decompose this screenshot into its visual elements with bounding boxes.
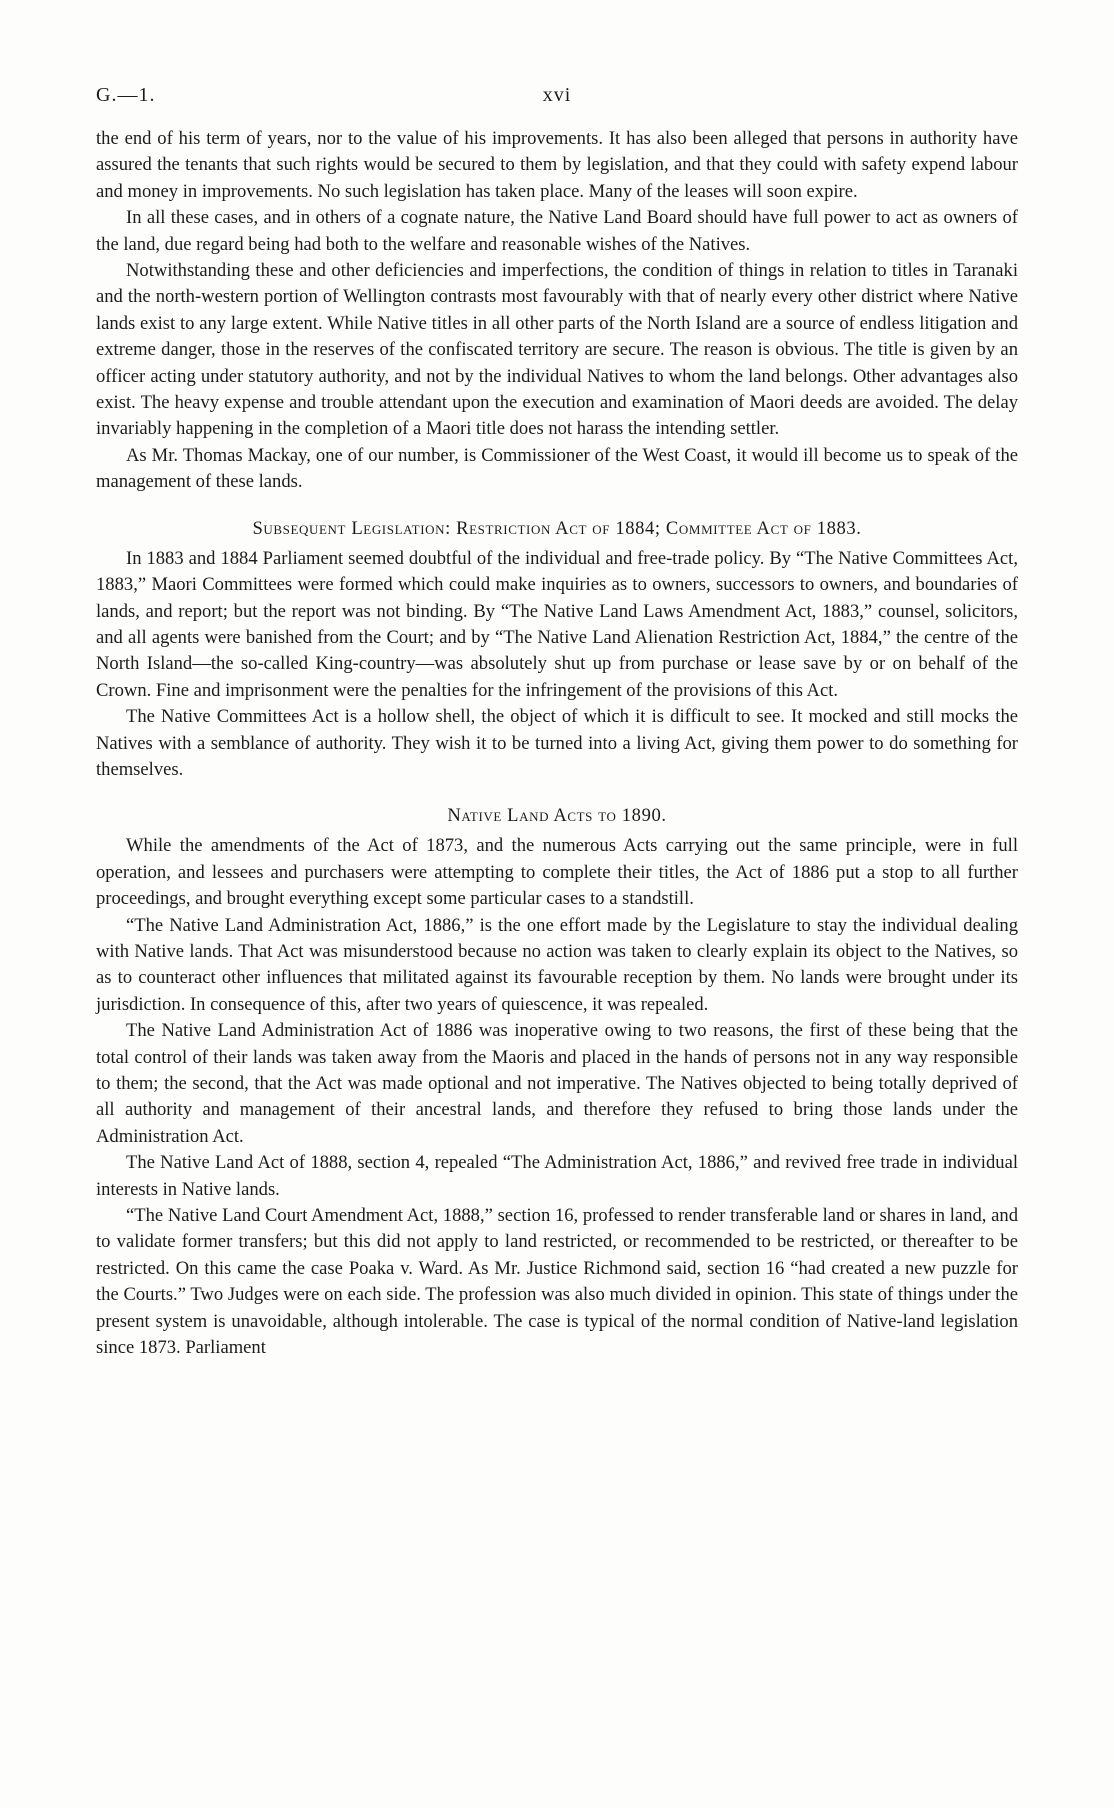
- paragraph: The Native Land Act of 1888, section 4, repealed “The Administration Act, 1886,” and revived free trade in individual interests in Native lands.: [96, 1152, 1018, 1200]
- paragraph: In all these cases, and in others of a cognate nature, the Native Land Board should have full power to act as owners of the land, due regard being had both to the welfare and reasonable wishes of the Natives.: [96, 207, 1018, 255]
- page-header: [96, 84, 1018, 124]
- paragraph: The Native Committees Act is a hollow shell, the object of which it is difficult to see. It mocked and still mocks the Natives with a semblance of authority. They wish it to be turned into a living Act, giving them power to do something for themselves.: [96, 706, 1018, 780]
- paragraph: As Mr. Thomas Mackay, one of our number, is Commissioner of the West Coast, it would ill become us to speak of the management of these lands.: [96, 444, 1018, 493]
- section-heading: Subsequent Legislation: Restriction Act of 1884; Committee Act of 1883.: [252, 517, 862, 539]
- page-number: xvi: [542, 84, 572, 106]
- paragraph: Notwithstanding these and other deficiencies and imperfections, the condition of things in relation to titles in Taranaki and the north-western portion of Wellington contrasts most favourably with that of nearly every other district where Native lands exist to any large extent. While Native titles in all other parts of the North Island are a source of endless litigation and extreme danger, those in the reserves of the confiscated territory are secure. The reason is obvious. The title is given by an officer acting under statutory authority, and not by the individual Natives to whom the land belongs. Other advantages also exist. The heavy expense and trouble attendant upon the execution and examination of Maori deeds are avoided. The delay invariably happening in the completion of a Maori title does not harass the intending settler.: [96, 260, 1018, 440]
- paragraph: While the amendments of the Act of 1873, and the numerous Acts carrying out the same principle, were in full operation, and lessees and purchasers were attempting to complete their titles, the Act of 1886 put a stop to all further proceedings, and brought everything except some particular cases to a standstill.: [96, 835, 1018, 910]
- paragraph: the end of his term of years, nor to the value of his improvements. It has also been alleged that persons in authority have assured the tenants that such rights would be secured to them by legislation, and that they could with safety expend labour and money in improvements. No such legislation has taken place. Many of the leases will soon expire.: [96, 128, 1018, 202]
- paragraph: “The Native Land Court Amendment Act, 1888,” section 16, professed to render transferable land or shares in land, and to validate former transfers; but this did not apply to land restricted, or recommended to be restricted, or thereafter to be restricted. On this came the case Poaka v. Ward. As Mr. Justice Richmond said, section 16 “had created a new puzzle for the Courts.” Two Judges were on each side. The profession was also much divided in opinion. This state of things under the present system is unavoidable, although intolerable. The case is typical of the normal condition of Native-land legislation since 1873. Parliament: [96, 1205, 1018, 1359]
- document-id: G.—1.: [96, 84, 156, 106]
- paragraph: “The Native Land Administration Act, 1886,” is the one effort made by the Legislature to stay the individual dealing with Native lands. That Act was misunderstood because no action was taken to clearly explain its object to the Natives, so as to counteract other influences that militated against its favourable reception by them. No lands were brought under its jurisdiction. In consequence of this, after two years of quiescence, it was repealed.: [96, 914, 1018, 1015]
- paragraph: The Native Land Administration Act of 1886 was inoperative owing to two reasons, the first of these being that the total control of their lands was taken away from the Maoris and placed in the hands of persons not in any way responsible to them; the second, that the Act was made optional and not imperative. The Natives objected to being totally deprived of all authority and management of their ancestral lands, and therefore they refused to bring those lands under the Administration Act.: [96, 1020, 1018, 1147]
- document-body: [96, 126, 1018, 1361]
- section-heading: Native Land Acts to 1890.: [447, 805, 667, 827]
- paragraph: In 1883 and 1884 Parliament seemed doubtful of the individual and free-trade policy. By “The Native Committees Act, 1883,” Maori Committees were formed which could make inquiries as to owners, successors to owners, and boundaries of lands, and report; but the report was not binding. By “The Native Land Laws Amendment Act, 1883,” counsel, solicitors, and all agents were banished from the Court; and by “The Native Land Alienation Restriction Act, 1884,” the centre of the North Island—the so-called King-country—was absolutely shut up from purchase or lease save by or on behalf of the Crown. Fine and imprisonment were the penalties for the infringement of the provisions of this Act.: [96, 547, 1018, 701]
